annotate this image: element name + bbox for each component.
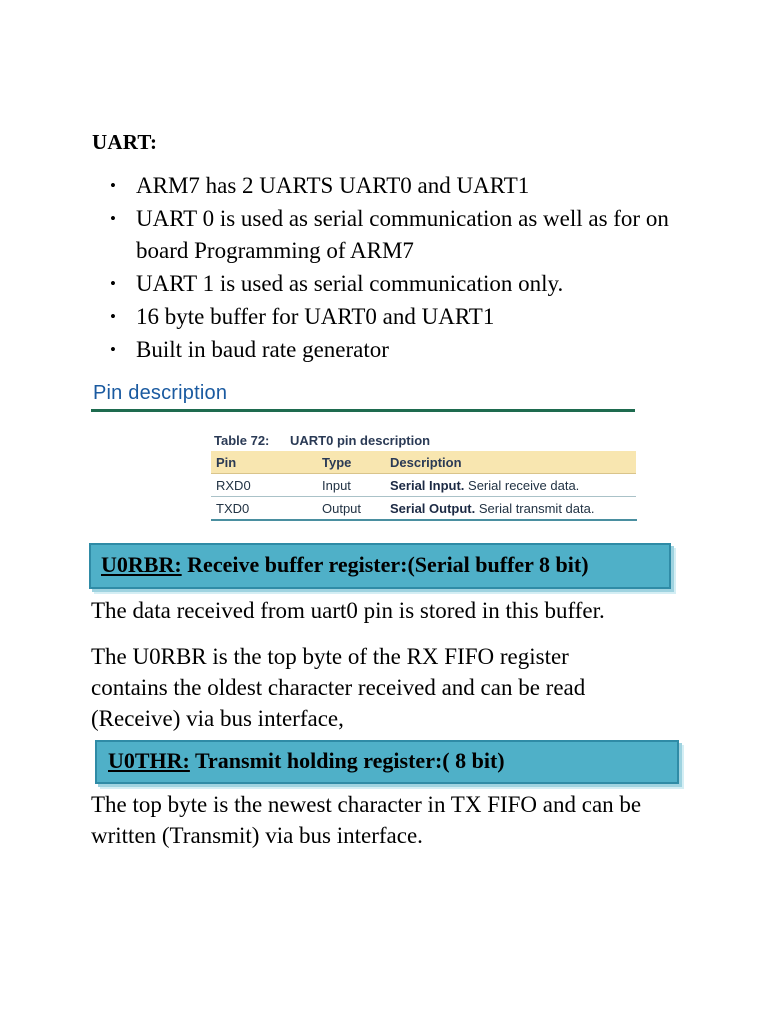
- u0rbr-register-banner: [89, 543, 671, 589]
- list-item-text: UART 0 is used as serial communication as well as for on board Programming of ARM7: [136, 206, 669, 263]
- column-header-type: Type: [317, 451, 385, 474]
- list-item-text: Built in baud rate generator: [136, 337, 389, 362]
- cell-pin: TXD0: [211, 497, 317, 520]
- uart-heading: UART:: [92, 130, 158, 154]
- description-text: Serial transmit data.: [475, 500, 595, 516]
- column-header-description: Description: [385, 451, 636, 474]
- bullet-icon: •: [110, 340, 116, 359]
- list-item: [108, 170, 688, 202]
- list-item: [108, 268, 688, 300]
- cell-description: [385, 474, 636, 497]
- bullet-icon: •: [110, 307, 116, 326]
- pin-description-title: Pin description: [93, 382, 228, 404]
- register-name: U0RBR:: [101, 552, 182, 577]
- uart-feature-list: [108, 170, 688, 367]
- description-text: Serial receive data.: [464, 477, 580, 493]
- column-header-pin: Pin: [211, 451, 317, 474]
- bullet-icon: •: [110, 274, 116, 293]
- register-name: U0THR:: [108, 748, 190, 773]
- list-item: [108, 334, 688, 366]
- table-number: Table 72:: [214, 433, 270, 448]
- register-title: Transmit holding register:( 8 bit): [189, 748, 505, 773]
- list-item-text: UART 1 is used as serial communication only.: [136, 271, 564, 296]
- u0thr-paragraph-1: The top byte is the newest character in TX FIFO and can be written (Transmit) via bus interface.: [91, 792, 642, 848]
- table-title: UART0 pin description: [290, 433, 431, 448]
- table-header-row: [211, 451, 636, 474]
- pin-description-table-figure: [211, 431, 637, 521]
- bullet-icon: •: [110, 209, 116, 228]
- list-item-text: ARM7 has 2 UARTS UART0 and UART1: [136, 173, 530, 198]
- cell-type: Output: [317, 497, 385, 520]
- bullet-icon: •: [110, 176, 116, 195]
- register-title: Receive buffer register:(Serial buffer 8 bit): [181, 552, 589, 577]
- section-divider: [91, 409, 635, 412]
- table-caption: [211, 431, 637, 451]
- description-bold: Serial Output.: [390, 500, 476, 516]
- table-row: [211, 497, 636, 520]
- cell-type: Input: [317, 474, 385, 497]
- u0thr-register-banner: [95, 740, 679, 784]
- list-item-text: 16 byte buffer for UART0 and UART1: [136, 304, 495, 329]
- list-item: [108, 203, 688, 267]
- u0rbr-paragraph-1: The data received from uart0 pin is stored in this buffer.: [91, 598, 605, 623]
- u0rbr-paragraph-2: The U0RBR is the top byte of the RX FIFO register contains the oldest character received and can be read (Receive) via bus interface,: [91, 644, 586, 731]
- cell-description: [385, 497, 636, 520]
- table-row: [211, 474, 636, 497]
- description-bold: Serial Input.: [390, 477, 465, 493]
- table-bottom-border: [211, 519, 637, 521]
- pin-table: [211, 451, 636, 520]
- cell-pin: RXD0: [211, 474, 317, 497]
- list-item: [108, 301, 688, 333]
